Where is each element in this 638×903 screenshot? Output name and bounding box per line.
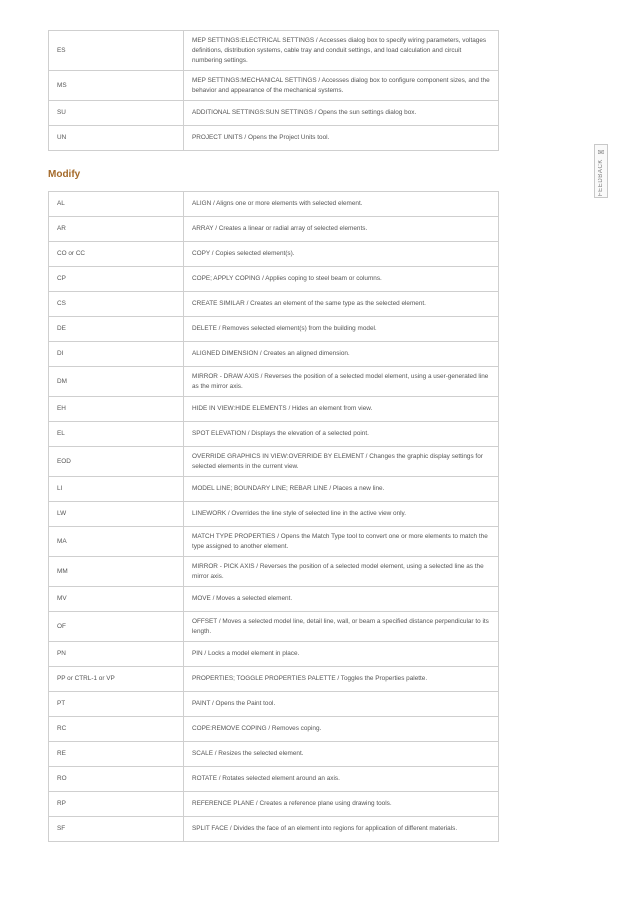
section-heading-modify: Modify [48, 169, 81, 180]
shortcut-description: SPLIT FACE / Divides the face of an element into regions for application of different materials. [184, 817, 499, 842]
shortcut-description: ALIGNED DIMENSION / Creates an aligned dimension. [184, 342, 499, 367]
table-row [49, 502, 499, 527]
shortcut-key: EL [49, 422, 184, 447]
shortcut-description: SCALE / Resizes the selected element. [184, 742, 499, 767]
table-row [49, 192, 499, 217]
shortcut-description: DELETE / Removes selected element(s) from the building model. [184, 317, 499, 342]
shortcut-key: UN [49, 126, 184, 151]
shortcut-description: ADDITIONAL SETTINGS:SUN SETTINGS / Opens the sun settings dialog box. [184, 101, 499, 126]
shortcut-description: MOVE / Moves a selected element. [184, 587, 499, 612]
table-row [49, 126, 499, 151]
table-row [49, 367, 499, 397]
shortcut-description: MEP SETTINGS:MECHANICAL SETTINGS / Accesses dialog box to configure component sizes, and the behavior and appearance of the mechanical systems. [184, 71, 499, 101]
shortcut-description: MIRROR - DRAW AXIS / Reverses the position of a selected model element, using a user-generated line as the mirror axis. [184, 367, 499, 397]
table-row [49, 71, 499, 101]
table-row [49, 31, 499, 71]
shortcut-key: MA [49, 527, 184, 557]
table-row [49, 717, 499, 742]
table-row [49, 317, 499, 342]
table-row [49, 692, 499, 717]
table-row [49, 792, 499, 817]
table-row [49, 767, 499, 792]
table-row [49, 242, 499, 267]
shortcut-key: SU [49, 101, 184, 126]
shortcut-key: ES [49, 31, 184, 71]
shortcut-description: ALIGN / Aligns one or more elements with selected element. [184, 192, 499, 217]
shortcut-key: PT [49, 692, 184, 717]
table-row [49, 612, 499, 642]
shortcut-key: DM [49, 367, 184, 397]
shortcut-key: CO or CC [49, 242, 184, 267]
settings-shortcuts-table [48, 30, 499, 151]
shortcut-key: EH [49, 397, 184, 422]
feedback-icon: ✉ [597, 148, 605, 157]
shortcut-key: PP or CTRL-1 or VP [49, 667, 184, 692]
feedback-label: FEEDBACK [598, 159, 604, 197]
shortcut-description: COPY / Copies selected element(s). [184, 242, 499, 267]
shortcut-description: PAINT / Opens the Paint tool. [184, 692, 499, 717]
shortcut-key: PN [49, 642, 184, 667]
table-row [49, 817, 499, 842]
shortcut-key: MS [49, 71, 184, 101]
table-row [49, 447, 499, 477]
shortcut-description: MATCH TYPE PROPERTIES / Opens the Match Type tool to convert one or more elements to match the type assigned to another element. [184, 527, 499, 557]
shortcut-description: OVERRIDE GRAPHICS IN VIEW:OVERRIDE BY ELEMENT / Changes the graphic display settings for selected elements in the current view. [184, 447, 499, 477]
table-row [49, 477, 499, 502]
shortcut-key: DI [49, 342, 184, 367]
shortcut-description: PROPERTIES; TOGGLE PROPERTIES PALETTE / Toggles the Properties palette. [184, 667, 499, 692]
shortcut-description: LINEWORK / Overrides the line style of selected line in the active view only. [184, 502, 499, 527]
table-row [49, 587, 499, 612]
shortcut-key: RO [49, 767, 184, 792]
shortcut-description: CREATE SIMILAR / Creates an element of the same type as the selected element. [184, 292, 499, 317]
table-row [49, 742, 499, 767]
shortcut-key: DE [49, 317, 184, 342]
table-row [49, 557, 499, 587]
shortcut-description: ARRAY / Creates a linear or radial array of selected elements. [184, 217, 499, 242]
table-row [49, 342, 499, 367]
table-row [49, 667, 499, 692]
shortcut-description: PROJECT UNITS / Opens the Project Units tool. [184, 126, 499, 151]
shortcut-key: EOD [49, 447, 184, 477]
feedback-tab[interactable] [594, 144, 608, 198]
table-row [49, 642, 499, 667]
shortcut-description: COPE:REMOVE COPING / Removes coping. [184, 717, 499, 742]
shortcut-key: MV [49, 587, 184, 612]
shortcut-description: MEP SETTINGS:ELECTRICAL SETTINGS / Accesses dialog box to specify wiring parameters, voltages definitions, distribution systems, cable tray and conduit settings, and load calculation and circuit numbering settings. [184, 31, 499, 71]
shortcut-description: COPE; APPLY COPING / Applies coping to steel beam or columns. [184, 267, 499, 292]
shortcut-description: ROTATE / Rotates selected element around an axis. [184, 767, 499, 792]
shortcut-description: HIDE IN VIEW:HIDE ELEMENTS / Hides an element from view. [184, 397, 499, 422]
table-row [49, 217, 499, 242]
table-row [49, 292, 499, 317]
shortcut-key: AL [49, 192, 184, 217]
shortcut-key: LW [49, 502, 184, 527]
shortcut-key: RE [49, 742, 184, 767]
shortcut-key: CP [49, 267, 184, 292]
shortcut-description: MIRROR - PICK AXIS / Reverses the position of a selected model element, using a selected line as the mirror axis. [184, 557, 499, 587]
shortcut-key: MM [49, 557, 184, 587]
shortcut-description: PIN / Locks a model element in place. [184, 642, 499, 667]
modify-shortcuts-table [48, 191, 499, 842]
table-row [49, 527, 499, 557]
shortcut-key: SF [49, 817, 184, 842]
shortcut-key: AR [49, 217, 184, 242]
shortcut-description: SPOT ELEVATION / Displays the elevation of a selected point. [184, 422, 499, 447]
shortcut-key: RP [49, 792, 184, 817]
shortcut-key: RC [49, 717, 184, 742]
table-row [49, 397, 499, 422]
shortcut-key: OF [49, 612, 184, 642]
table-row [49, 101, 499, 126]
shortcut-key: CS [49, 292, 184, 317]
shortcut-description: REFERENCE PLANE / Creates a reference plane using drawing tools. [184, 792, 499, 817]
table-row [49, 267, 499, 292]
shortcut-description: OFFSET / Moves a selected model line, detail line, wall, or beam a specified distance perpendicular to its length. [184, 612, 499, 642]
table-row [49, 422, 499, 447]
shortcut-description: MODEL LINE; BOUNDARY LINE; REBAR LINE / Places a new line. [184, 477, 499, 502]
shortcut-key: LI [49, 477, 184, 502]
